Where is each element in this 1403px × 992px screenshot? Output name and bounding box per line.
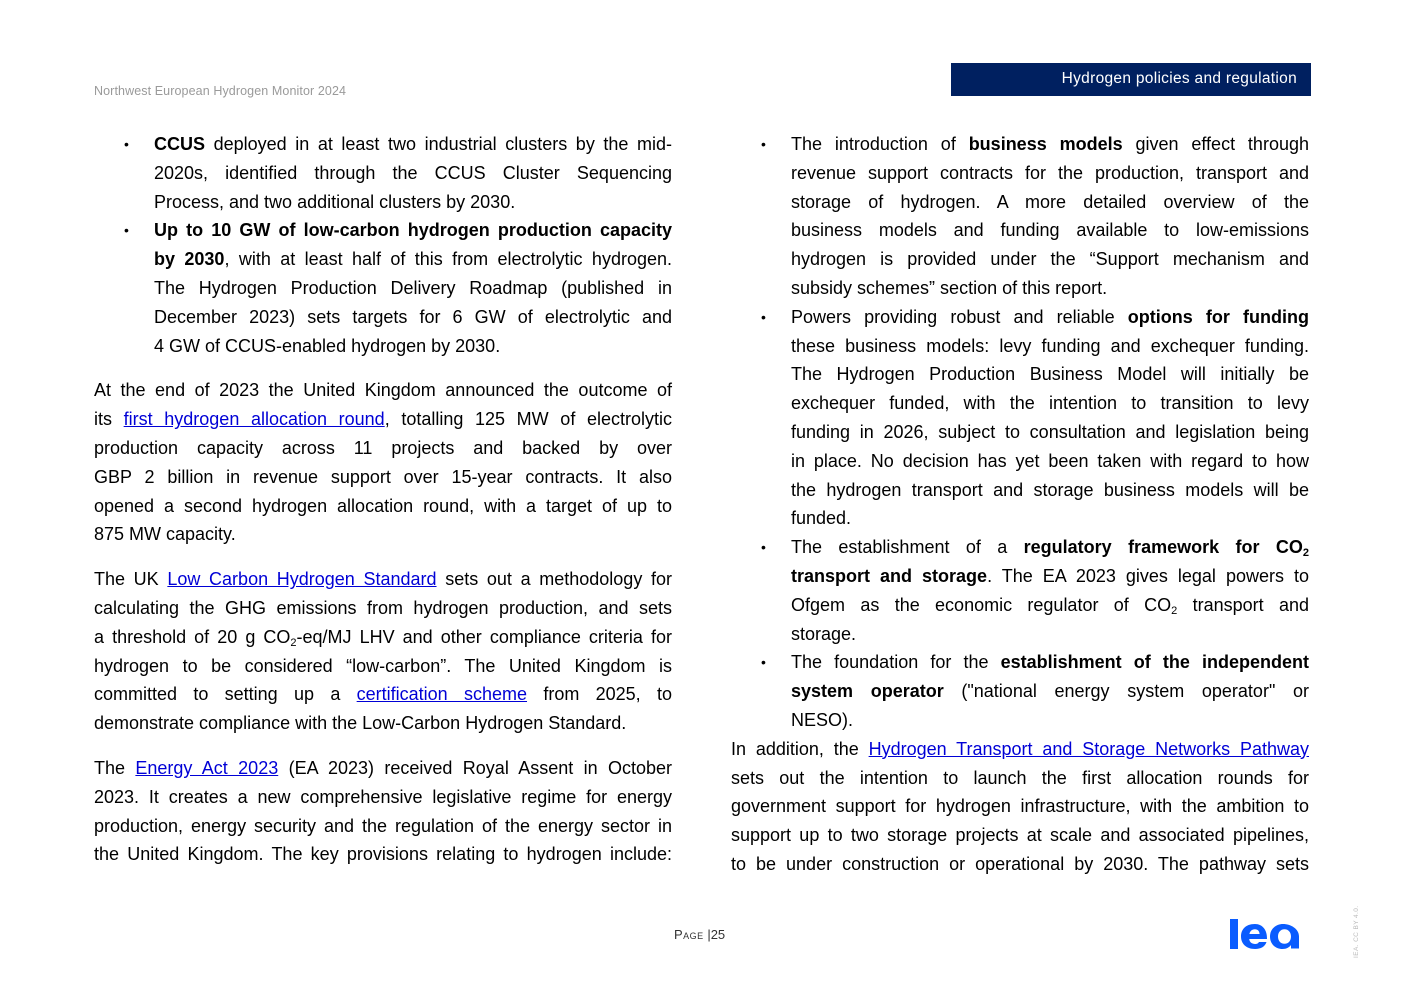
text: ("national energy system operator" or bbox=[943, 681, 1310, 702]
text: from 2025, to bbox=[527, 684, 672, 705]
bullet-icon: • bbox=[761, 136, 766, 152]
text: support up to two storage projects at scale and associated pipelines, bbox=[731, 825, 1309, 846]
link-first-hydrogen-allocation-round[interactable]: first hydrogen allocation round bbox=[123, 409, 385, 430]
text: business models and funding available to low-emissions bbox=[791, 220, 1309, 241]
text: The introduction of bbox=[791, 134, 969, 154]
text: Ofgem as the economic regulator of CO bbox=[791, 594, 1172, 615]
running-header-title: Northwest European Hydrogen Monitor 2024 bbox=[94, 84, 347, 98]
text: production, energy security and the regulation of the energy sector in bbox=[94, 815, 672, 836]
bullet-icon: • bbox=[761, 308, 766, 325]
link-low-carbon-hydrogen-standard[interactable]: Low Carbon Hydrogen Standard bbox=[167, 569, 437, 590]
text: opened a second hydrogen allocation round, with a target of up to bbox=[94, 495, 672, 516]
license-notice: IEA. CC BY 4.0. bbox=[1353, 905, 1360, 958]
paragraph-low-carbon-standard bbox=[94, 565, 672, 738]
text: The Hydrogen Production Business Model will initially be bbox=[791, 364, 1309, 385]
text: The Hydrogen Production Delivery Roadmap (published in bbox=[154, 277, 672, 298]
bold-term: transport and storage bbox=[791, 565, 988, 586]
text: a threshold of 20 g CO bbox=[94, 626, 291, 647]
text: the hydrogen transport and storage business models will be bbox=[791, 479, 1309, 500]
text: sets out the intention to launch the first allocation rounds for bbox=[731, 767, 1309, 788]
page-separator: | bbox=[707, 927, 711, 942]
paragraph-networks-pathway bbox=[731, 735, 1309, 879]
bullet-system-operator bbox=[731, 648, 1309, 734]
text: , with at least half of this from electrolytic hydrogen. bbox=[224, 249, 672, 270]
bold-term: system operator bbox=[791, 681, 944, 702]
text: funding in 2026, subject to consultation and legislation being bbox=[791, 421, 1309, 442]
text: these business models: levy funding and exchequer funding. bbox=[791, 335, 1309, 356]
text: government support for hydrogen infrastructure, with the ambition to bbox=[731, 796, 1309, 817]
bullet-icon: • bbox=[124, 136, 129, 152]
text: 2020s, identified through the CCUS Cluster Sequencing bbox=[154, 162, 672, 183]
subscript: 2 bbox=[1171, 604, 1178, 617]
text: NESO). bbox=[791, 709, 854, 730]
bullet-ccus bbox=[94, 130, 672, 216]
paragraph-energy-act bbox=[94, 754, 672, 869]
text: (EA 2023) received Royal Assent in October bbox=[278, 757, 673, 778]
iea-logo-icon bbox=[1228, 915, 1310, 953]
text: committed to setting up a bbox=[94, 684, 357, 705]
bullet-icon: • bbox=[761, 539, 766, 556]
bold-term: by 2030 bbox=[154, 249, 225, 270]
text: hydrogen to be considered “low-carbon”. The United Kingdom is bbox=[94, 655, 672, 676]
bullet-icon: • bbox=[124, 222, 129, 239]
text: demonstrate compliance with the Low-Carbon Hydrogen Standard. bbox=[94, 713, 627, 734]
left-column bbox=[94, 130, 672, 869]
text: production capacity across 11 projects and backed by over bbox=[94, 437, 672, 458]
text: to be under construction or operational by 2030. The pathway sets bbox=[731, 853, 1309, 874]
text: , totalling 125 MW of electrolytic bbox=[384, 409, 672, 430]
text: exchequer funded, with the intention to transition to levy bbox=[791, 393, 1309, 414]
paragraph-allocation-round bbox=[94, 376, 672, 549]
bullet-icon: • bbox=[761, 654, 766, 671]
text: storage. bbox=[791, 623, 857, 644]
bold-term: options for funding bbox=[1127, 306, 1309, 327]
bold-term: establishment of the independent bbox=[1000, 652, 1309, 673]
section-title: Hydrogen policies and regulation bbox=[1061, 70, 1297, 87]
text: December 2023) sets targets for 6 GW of electrolytic and bbox=[154, 306, 672, 327]
text: 2023. It creates a new comprehensive legislative regime for energy bbox=[94, 786, 672, 807]
section-title-band bbox=[951, 63, 1311, 96]
text: The UK bbox=[94, 569, 168, 590]
text: revenue support contracts for the production, transport and bbox=[791, 162, 1309, 183]
bullet-co2-framework bbox=[731, 533, 1309, 648]
bullet-funding-options bbox=[731, 303, 1309, 533]
text: deployed in at least two industrial clusters by the mid- bbox=[205, 134, 672, 154]
text: -eq/MJ LHV and other compliance criteria for bbox=[296, 626, 673, 647]
page-label: Page bbox=[674, 927, 704, 942]
text: funded. bbox=[791, 508, 852, 529]
right-column bbox=[731, 130, 1309, 879]
text: storage of hydrogen. A more detailed overview of the bbox=[791, 191, 1309, 212]
text: given effect through bbox=[1122, 134, 1309, 154]
bullet-business-models bbox=[731, 130, 1309, 303]
text: 875 MW capacity. bbox=[94, 524, 236, 545]
subscript: 2 bbox=[290, 636, 297, 649]
text: 4 GW of CCUS-enabled hydrogen by 2030. bbox=[154, 335, 501, 356]
text: the United Kingdom. The key provisions relating to hydrogen include: bbox=[94, 844, 672, 865]
link-certification-scheme[interactable]: certification scheme bbox=[356, 684, 528, 705]
text: hydrogen is provided under the “Support mechanism and bbox=[791, 249, 1309, 270]
text: In addition, the bbox=[731, 738, 869, 759]
text: . The EA 2023 gives legal powers to bbox=[987, 565, 1309, 586]
text: subsidy schemes” section of this report. bbox=[791, 277, 1108, 298]
text: in place. No decision has yet been taken with regard to how bbox=[791, 450, 1309, 471]
text: calculating the GHG emissions from hydrogen production, and sets bbox=[94, 597, 672, 618]
text: The establishment of a bbox=[791, 537, 1024, 558]
text: transport and bbox=[1177, 594, 1309, 615]
text: The bbox=[94, 757, 136, 778]
text: its bbox=[94, 409, 124, 430]
text: The foundation for the bbox=[791, 652, 1001, 673]
page-number-value: 25 bbox=[710, 927, 726, 942]
bold-term: Up to 10 GW of low-carbon hydrogen production capacity bbox=[154, 220, 672, 241]
text: GBP 2 billion in revenue support over 15-year contracts. It also bbox=[94, 466, 672, 487]
bold-term: business models bbox=[968, 134, 1123, 154]
bullet-hydrogen-capacity bbox=[94, 216, 672, 360]
text: sets out a methodology for bbox=[436, 569, 672, 590]
page-number bbox=[674, 927, 725, 942]
bold-term: regulatory framework for CO bbox=[1023, 537, 1303, 558]
subscript: 2 bbox=[1302, 547, 1309, 560]
text: Process, and two additional clusters by 2030. bbox=[154, 191, 516, 212]
link-energy-act-2023[interactable]: Energy Act 2023 bbox=[135, 757, 279, 778]
text: Powers providing robust and reliable bbox=[791, 306, 1128, 327]
link-hydrogen-transport-storage-pathway[interactable]: Hydrogen Transport and Storage Networks Pathway bbox=[868, 738, 1310, 759]
text: At the end of 2023 the United Kingdom announced the outcome of bbox=[94, 380, 672, 401]
bold-term: CCUS bbox=[154, 134, 206, 154]
